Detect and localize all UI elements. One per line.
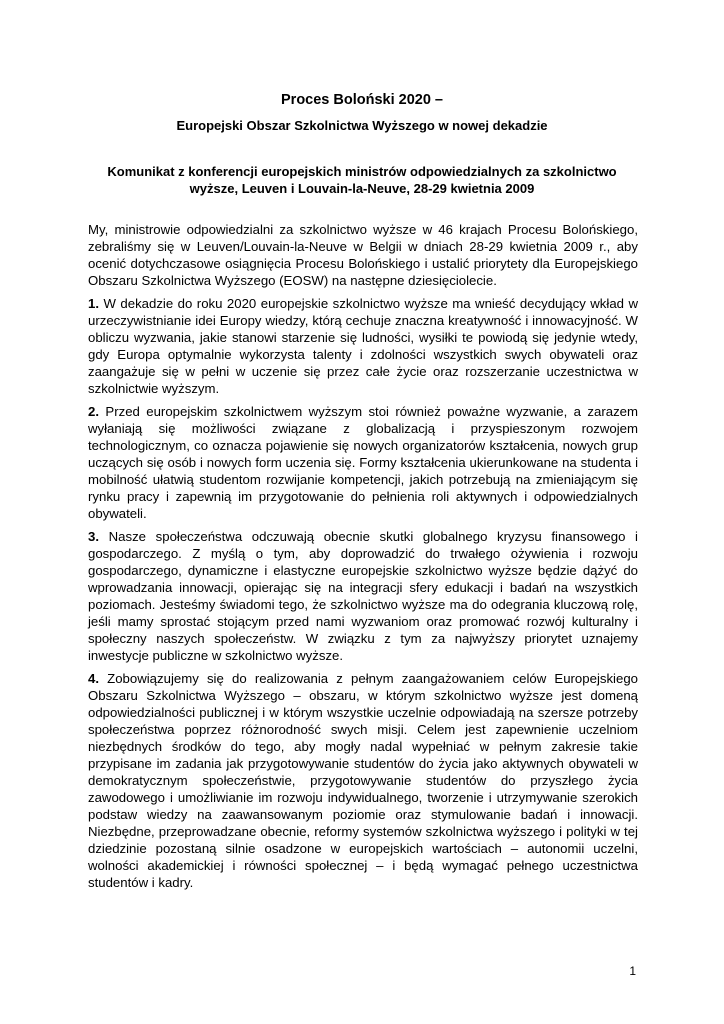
paragraph-number: 3. — [88, 529, 99, 544]
intro-paragraph: My, ministrowie odpowiedzialni za szkolnictwo wyższe w 46 krajach Procesu Bolońskiego, zebraliśmy się w Leuven/Louvain-la-Neuve w Belgii w dniach 28-29 kwietnia 2009 r., aby ocenić dotychczasowe osiągnięcia Procesu Bolońskiego i ustalić priorytety dla Europejskiego Obszaru Szkolnictwa Wyższego (EOSW) na następne dziesięciolecie. — [88, 222, 638, 288]
paragraph-text: Przed europejskim szkolnictwem wyższym stoi również poważne wyzwanie, a zarazem wyłaniają się możliwości związane z globalizacją i przyspieszonym rozwojem technologicznym, co oznacza pojawienie się nowych organizatorów kształcenia, nowych grup uczących się osób i nowych form uczenia się. Formy kształcenia ukierunkowane na studenta i mobilność ułatwią studentom rozwijanie kompetencji, jakich potrzebują na zmieniającym się rynku pracy i zapewnią im przygotowanie do pełnienia roli aktywnych i odpowiedzialnych obywateli. — [88, 404, 638, 521]
paragraph-3 — [88, 528, 638, 664]
paragraph-number: 1. — [88, 296, 99, 311]
paragraph-text: Zobowiązujemy się do realizowania z pełnym zaangażowaniem celów Europejskiego Obszaru Szkolnictwa Wyższego – obszaru, w którym szkolnictwo wyższe jest domeną odpowiedzialności publicznej i w którym wszystkie uczelnie odpowiadają na szersze potrzeby społeczeństwa poprzez różnorodność swych misji. Celem jest zapewnienie uczelniom niezbędnych środków do tego, aby mogły nadal wypełniać w pełnym zakresie takie przypisane im zadania jak przygotowywanie studentów do życia jako aktywnych obywateli w demokratycznym społeczeństwie, przygotowywanie studentów do przyszłego życia zawodowego i umożliwianie im rozwoju indywidualnego, tworzenie i utrzymywanie szerokich podstaw wiedzy na zaawansowanym poziomie oraz stymulowanie badań i innowacji. Niezbędne, przeprowadzane obecnie, reformy systemów szkolnictwa wyższego i polityki w tej dziedzinie pozostaną silnie osadzone w europejskich wartościach – autonomii uczelni, wolności akademickiej i równości społecznej – i będą wymagać pełnego uczestnictwa studentów i kadry. — [88, 671, 638, 890]
paragraph-2 — [88, 403, 638, 522]
document-title: Proces Boloński 2020 – — [281, 92, 443, 108]
paragraph-1 — [88, 295, 638, 397]
paragraph-text: Nasze społeczeństwa odczuwają obecnie skutki globalnego kryzysu finansowego i gospodarczego. Z myślą o tym, aby doprowadzić do trwałego ożywienia i rozwoju gospodarczego, dynamiczne i elastyczne europejskie szkolnictwo wyższe będzie dążyć do wprowadzania innowacji, opierając się na integracji sfery edukacji i badań na wszystkich poziomach. Jesteśmy świadomi tego, że szkolnictwo wyższe ma do odegrania kluczową rolę, jeśli mamy sprostać stojącym przed nami wyzwaniom oraz promować rozwój kulturalny i społeczny naszych społeczeństw. W związku z tym za najwyższy priorytet uznajemy inwestycje publiczne w szkolnictwo wyższe. — [88, 529, 638, 663]
paragraph-number: 2. — [88, 404, 99, 419]
document-body — [88, 221, 638, 897]
page-number: 1 — [629, 964, 636, 978]
paragraph-4 — [88, 670, 638, 891]
communique-title: Komunikat z konferencji europejskich ministrów odpowiedzialnych za szkolnictwo wyższe, Leuven i Louvain-la-Neuve, 28-29 kwietnia 2009 — [107, 164, 617, 196]
paragraph-number: 4. — [88, 671, 99, 686]
document-subtitle: Europejski Obszar Szkolnictwa Wyższego w nowej dekadzie — [176, 118, 548, 133]
paragraph-text: W dekadzie do roku 2020 europejskie szkolnictwo wyższe ma wnieść decydujący wkład w urzeczywistnianie idei Europy wiedzy, którą cechuje znaczna kreatywność i innowacyjność. W obliczu wyzwania, jakie stanowi starzenie się ludności, wysiłki te powiodą się jedynie wtedy, gdy Europa optymalnie wykorzysta talenty i zdolności wszystkich swych obywateli oraz zaangażuje się w pełni w uczenie się przez całe życie oraz rozszerzanie uczestnictwa w szkolnictwie wyższym. — [88, 296, 638, 396]
